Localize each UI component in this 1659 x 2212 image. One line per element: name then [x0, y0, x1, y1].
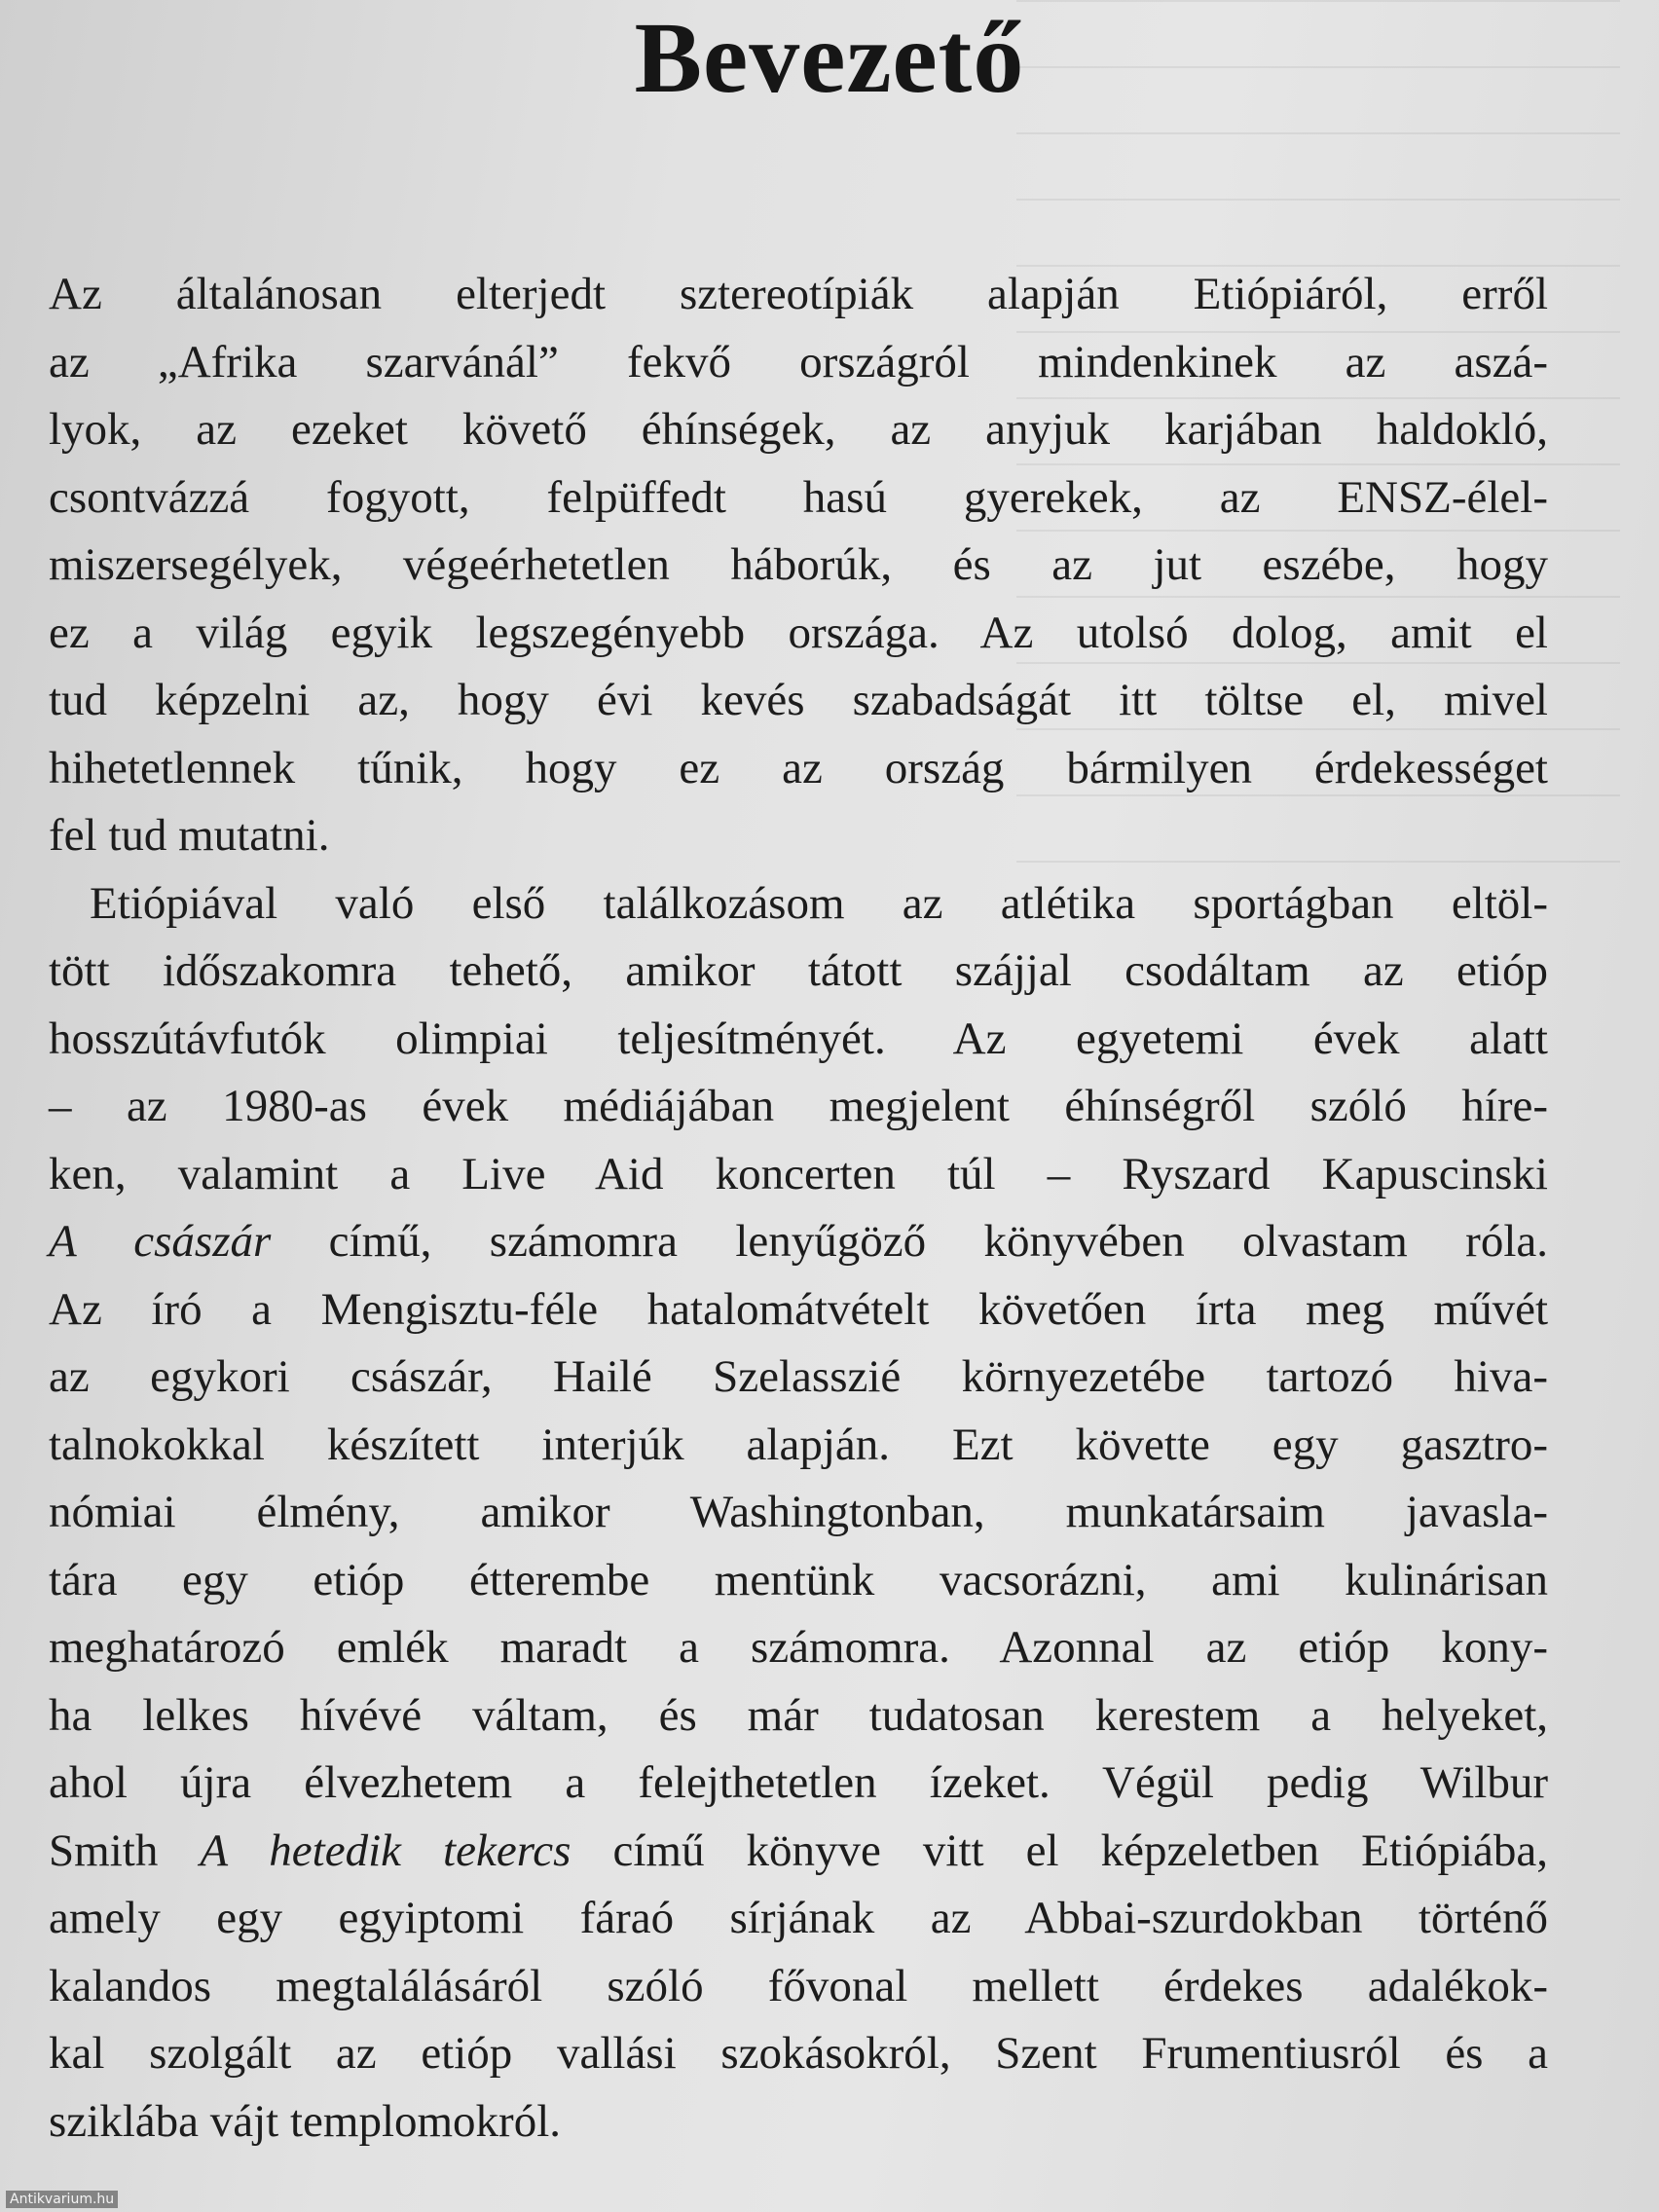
text-line: hosszútávfutók olimpiai teljesítményét. Az egyetemi évek alatt	[49, 1013, 1548, 1064]
text-line	[49, 1818, 1548, 1886]
text-line: az egykori császár, Hailé Szelasszié környezetébe tartozó hiva-	[49, 1351, 1548, 1402]
text-line: nómiai élmény, amikor Washingtonban, munkatársaim javasla-	[49, 1487, 1548, 1537]
text-line: meghatározó emlék maradt a számomra. Azonnal az etióp kony-	[49, 1622, 1548, 1673]
text-line: talnokokkal készített interjúk alapján. Ezt követte egy gasztro-	[49, 1419, 1548, 1470]
page-title: Bevezető	[634, 2, 1025, 114]
text-line: amely egy egyiptomi fáraó sírjának az Abbai-szurdokban történő	[49, 1893, 1548, 1943]
text-line: – az 1980-as évek médiájában megjelent éhínségről szóló híre-	[49, 1081, 1548, 1131]
text-line: csontvázzá fogyott, felpüffedt hasú gyerekek, az ENSZ-élel-	[49, 471, 1548, 523]
text-line: miszersegélyek, végeérhetetlen háborúk, és az jut eszébe, hogy	[49, 539, 1548, 590]
text-line: Az író a Mengisztu-féle hatalomátvételt követően írta meg művét	[49, 1283, 1548, 1335]
text-segment: című könyve vitt el képzeletben Etiópiába,	[571, 1825, 1548, 1876]
watermark-label: Antikvarium.hu	[6, 2191, 118, 2208]
text-line: ez a világ egyik legszegényebb országa. Az utolsó dolog, amit el	[49, 607, 1548, 658]
text-line: Az általánosan elterjedt sztereotípiák alapján Etiópiáról, erről	[49, 269, 1548, 319]
paragraph-1	[49, 261, 1548, 870]
body-text	[49, 261, 1548, 2156]
text-line: tud képzelni az, hogy évi kevés szabadságát itt töltse el, mivel	[49, 675, 1548, 725]
text-segment: című, számomra lenyűgöző könyvében olvastam róla.	[271, 1216, 1548, 1267]
text-line: az „Afrika szarvánál” fekvő országról mindenkinek az aszá-	[49, 336, 1548, 387]
text-segment: Smith	[49, 1825, 201, 1876]
text-line	[49, 1208, 1548, 1276]
text-line: fel tud mutatni.	[49, 810, 330, 861]
text-line: kal szolgált az etióp vallási szokásokról, Szent Frumentiusról és a	[49, 2028, 1548, 2079]
text-line: tára egy etióp étterembe mentünk vacsorázni, ami kulinárisan	[49, 1554, 1548, 1605]
text-line: ken, valamint a Live Aid koncerten túl – Ryszard Kapuscinski	[49, 1148, 1548, 1199]
book-title-italic: A hetedik tekercs	[200, 1825, 571, 1876]
text-line: ha lelkes hívévé váltam, és már tudatosan kerestem a helyeket,	[49, 1689, 1548, 1741]
text-line: Etiópiával való első találkozásom az atlétika sportágban eltöl-	[90, 877, 1548, 929]
text-line: sziklába vájt templomokról.	[49, 2095, 562, 2147]
text-line: hihetetlennek tűnik, hogy ez az ország bármilyen érdekességet	[49, 742, 1548, 793]
book-title-italic: A császár	[49, 1216, 272, 1267]
text-line: kalandos megtalálásáról szóló fővonal mellett érdekes adalékok-	[49, 1960, 1548, 2011]
text-line: ahol újra élvezhetem a felejthetetlen ízeket. Végül pedig Wilbur	[49, 1757, 1548, 1808]
text-line: lyok, az ezeket követő éhínségek, az anyjuk karjában haldokló,	[49, 404, 1548, 455]
text-line: tött időszakomra tehető, amikor tátott szájjal csodáltam az etióp	[49, 945, 1548, 996]
paragraph-2	[49, 870, 1548, 2157]
